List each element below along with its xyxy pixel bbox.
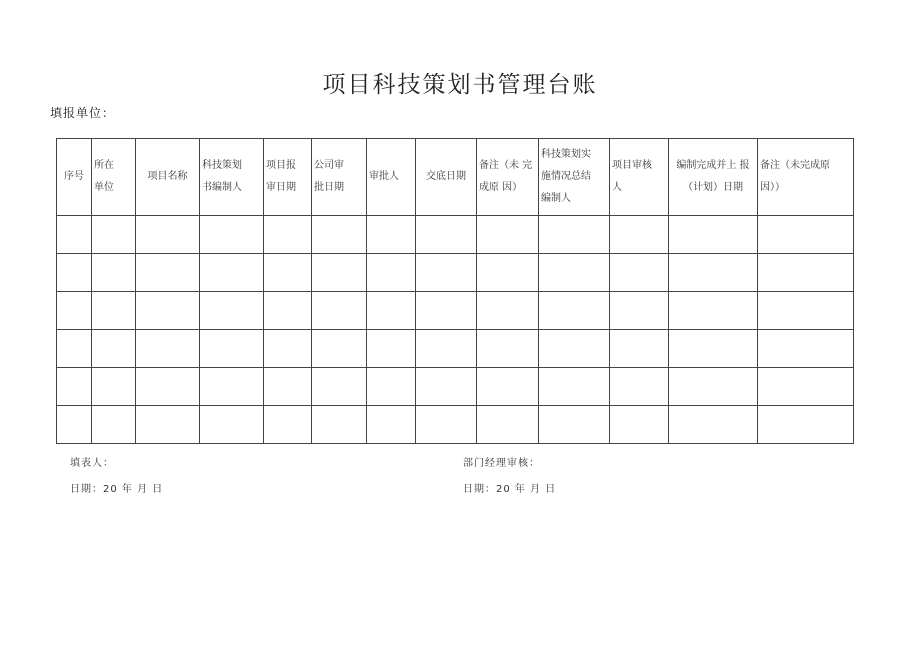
table-cell[interactable]: [136, 216, 200, 254]
table-cell[interactable]: [758, 406, 854, 444]
page-title: 项目科技策划书管理台账: [322, 72, 598, 98]
table-cell[interactable]: [312, 216, 367, 254]
table-cell[interactable]: [669, 330, 758, 368]
table-cell[interactable]: [92, 216, 136, 254]
table-cell[interactable]: [758, 254, 854, 292]
table-cell[interactable]: [200, 368, 264, 406]
table-row: [57, 254, 854, 292]
table-cell[interactable]: [92, 292, 136, 330]
table-cell[interactable]: [57, 330, 92, 368]
table-cell[interactable]: [200, 254, 264, 292]
table-cell[interactable]: [669, 368, 758, 406]
table-cell[interactable]: [136, 292, 200, 330]
table-cell[interactable]: [136, 330, 200, 368]
table-cell[interactable]: [477, 368, 539, 406]
table-cell[interactable]: [477, 330, 539, 368]
table-cell[interactable]: [92, 254, 136, 292]
table-cell[interactable]: [758, 216, 854, 254]
table-cell[interactable]: [264, 216, 312, 254]
table-cell[interactable]: [539, 216, 610, 254]
table-cell[interactable]: [92, 330, 136, 368]
table-cell[interactable]: [367, 254, 416, 292]
table-cell[interactable]: [200, 330, 264, 368]
table-cell[interactable]: [57, 406, 92, 444]
column-header: 公司审 批日期: [312, 139, 367, 216]
column-header: 所在 单位: [92, 139, 136, 216]
table-cell[interactable]: [416, 368, 477, 406]
table-cell[interactable]: [57, 254, 92, 292]
table-cell[interactable]: [57, 292, 92, 330]
table-cell[interactable]: [416, 292, 477, 330]
table-cell[interactable]: [136, 368, 200, 406]
table-cell[interactable]: [610, 368, 669, 406]
table-cell[interactable]: [758, 292, 854, 330]
column-header: 序号: [57, 139, 92, 216]
table-cell[interactable]: [264, 406, 312, 444]
column-header: 项目名称: [136, 139, 200, 216]
table-cell[interactable]: [477, 254, 539, 292]
table-cell[interactable]: [669, 216, 758, 254]
table-row: [57, 216, 854, 254]
table-cell[interactable]: [610, 292, 669, 330]
table-cell[interactable]: [416, 254, 477, 292]
table-cell[interactable]: [610, 254, 669, 292]
fill-unit-label: 填报单位：: [50, 106, 116, 120]
table-cell[interactable]: [539, 292, 610, 330]
table-cell[interactable]: [416, 216, 477, 254]
table-cell[interactable]: [312, 292, 367, 330]
table-cell[interactable]: [539, 406, 610, 444]
header-row: [57, 139, 854, 216]
column-header: 备注（未 完 成原 因）: [477, 139, 539, 216]
table-cell[interactable]: [669, 292, 758, 330]
table-cell[interactable]: [610, 406, 669, 444]
column-header: 科技策划实 施情况总结 编制人: [539, 139, 610, 216]
table-cell[interactable]: [200, 216, 264, 254]
table-cell[interactable]: [539, 330, 610, 368]
table-cell[interactable]: [669, 406, 758, 444]
table-row: [57, 330, 854, 368]
right-date-label: 日期：20 年 月 日: [463, 484, 557, 495]
table-cell[interactable]: [92, 406, 136, 444]
table-cell[interactable]: [367, 368, 416, 406]
table-cell[interactable]: [92, 368, 136, 406]
table-cell[interactable]: [367, 292, 416, 330]
column-header: 项目审核 人: [610, 139, 669, 216]
table-cell[interactable]: [264, 368, 312, 406]
table-cell[interactable]: [264, 292, 312, 330]
reviewer-label: 部门经理审核：: [463, 458, 540, 469]
table-cell[interactable]: [610, 330, 669, 368]
table-cell[interactable]: [312, 254, 367, 292]
table-cell[interactable]: [136, 254, 200, 292]
table-cell[interactable]: [477, 216, 539, 254]
filler-label: 填表人：: [70, 458, 114, 469]
column-header: 审批人: [367, 139, 416, 216]
column-header: 科技策划 书编制人: [200, 139, 264, 216]
table-cell[interactable]: [477, 406, 539, 444]
table-cell[interactable]: [610, 216, 669, 254]
table-cell[interactable]: [539, 254, 610, 292]
table-cell[interactable]: [200, 406, 264, 444]
table-cell[interactable]: [539, 368, 610, 406]
table-cell[interactable]: [367, 406, 416, 444]
table-cell[interactable]: [57, 368, 92, 406]
table-cell[interactable]: [669, 254, 758, 292]
table-cell[interactable]: [57, 216, 92, 254]
table-cell[interactable]: [312, 330, 367, 368]
table-cell[interactable]: [367, 330, 416, 368]
table-cell[interactable]: [136, 406, 200, 444]
table-cell[interactable]: [477, 292, 539, 330]
table-cell[interactable]: [416, 330, 477, 368]
ledger-table: [56, 138, 854, 444]
column-header: 备注（未完成原 因））: [758, 139, 854, 216]
table-cell[interactable]: [200, 292, 264, 330]
table-body: [57, 216, 854, 444]
table-cell[interactable]: [758, 368, 854, 406]
table-row: [57, 368, 854, 406]
column-header: 交底日期: [416, 139, 477, 216]
table-cell[interactable]: [264, 330, 312, 368]
table-cell[interactable]: [312, 406, 367, 444]
left-date-label: 日期：20 年 月 日: [70, 484, 164, 495]
table-row: [57, 292, 854, 330]
table-cell[interactable]: [416, 406, 477, 444]
table-row: [57, 406, 854, 444]
column-header: 项目报 审日期: [264, 139, 312, 216]
column-header: 编制完成并上 报 （计划）日期: [669, 139, 758, 216]
table-cell[interactable]: [312, 368, 367, 406]
table-cell[interactable]: [264, 254, 312, 292]
table-cell[interactable]: [367, 216, 416, 254]
table-cell[interactable]: [758, 330, 854, 368]
